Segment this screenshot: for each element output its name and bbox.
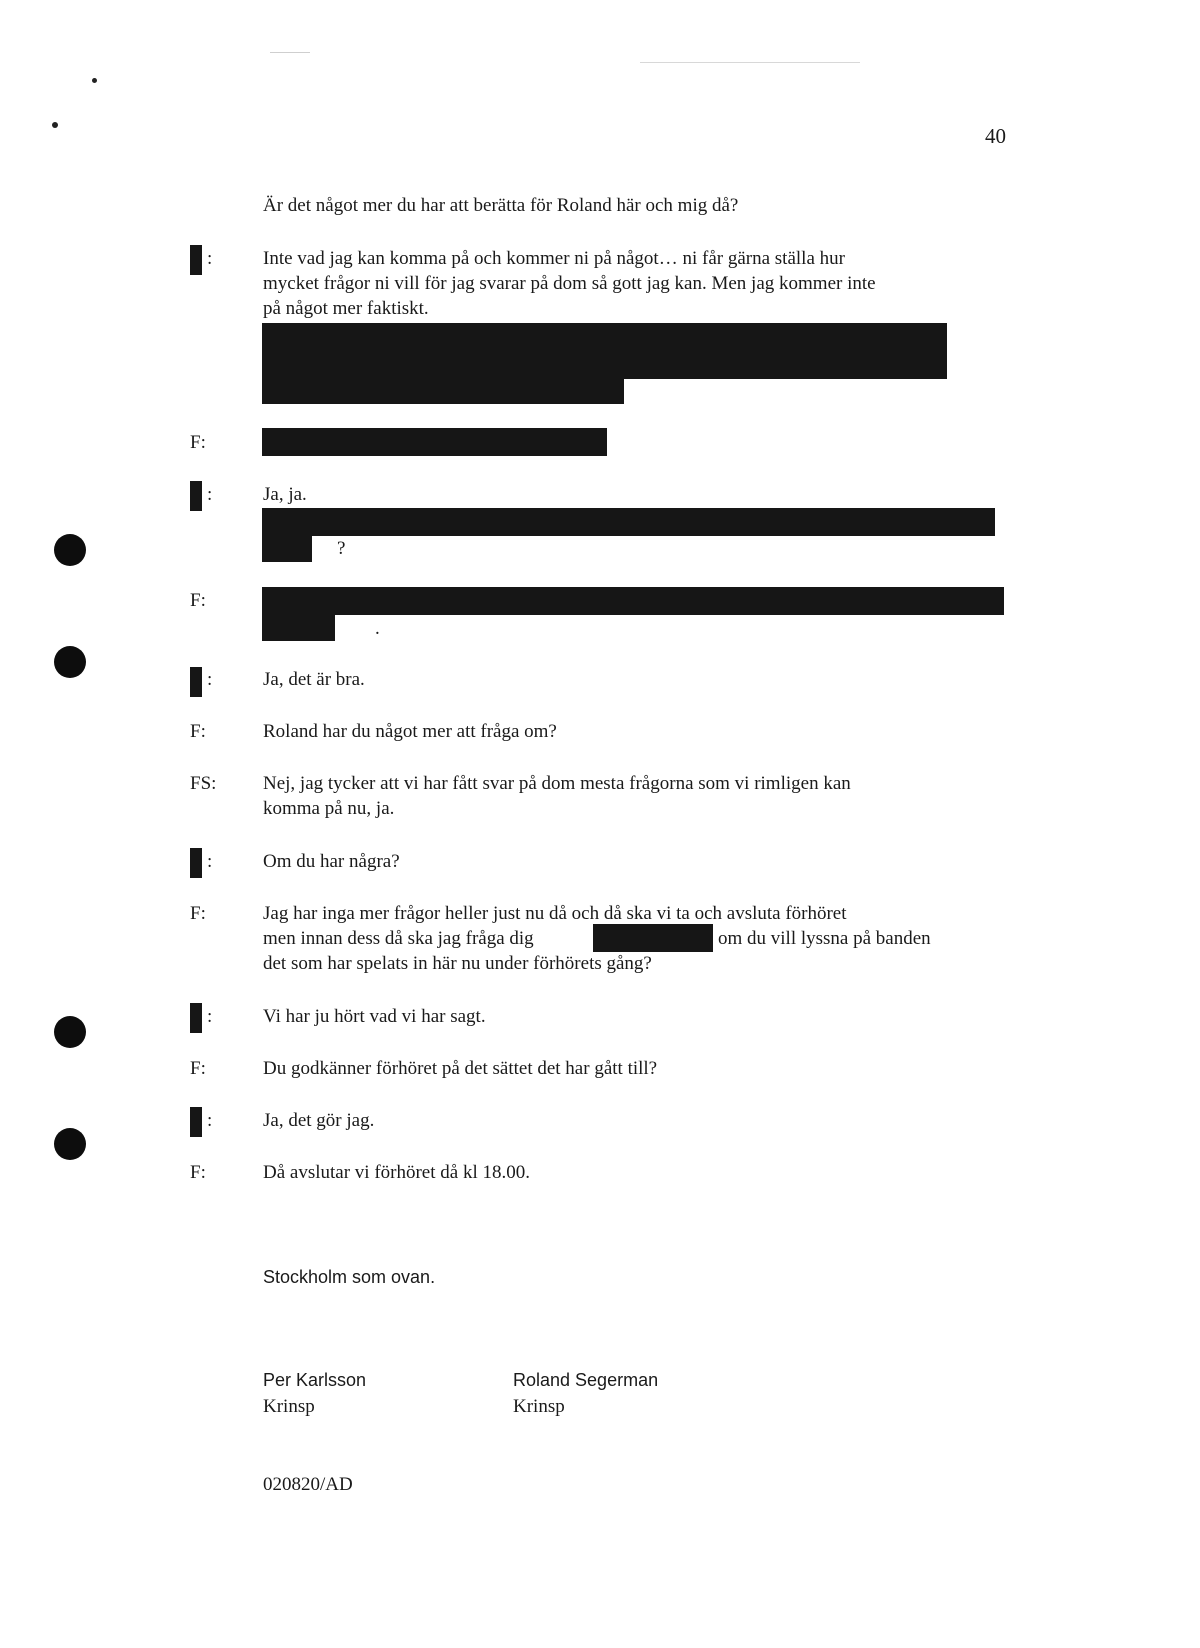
answer-text: Om du har några?	[263, 851, 400, 872]
redaction-block	[262, 378, 624, 404]
question-text: om du vill lyssna på banden	[718, 928, 931, 949]
question-text: Är det något mer du har att berätta för Roland här och mig då?	[263, 195, 739, 216]
redaction-block	[262, 428, 607, 456]
speaker-colon: :	[207, 669, 213, 690]
scan-artifact-line	[640, 62, 860, 63]
question-text: Då avslutar vi förhöret då kl 18.00.	[263, 1162, 530, 1183]
signatory-name: Roland Segerman	[513, 1370, 659, 1390]
signatory-name: Per Karlsson	[263, 1370, 367, 1390]
redacted-speaker-label	[190, 1003, 202, 1033]
speaker-label-f: F:	[190, 1058, 206, 1079]
question-text: .	[375, 618, 380, 639]
redacted-speaker-label	[190, 245, 202, 275]
speaker-colon: :	[207, 851, 213, 872]
question-text: Roland har du något mer att fråga om?	[263, 721, 557, 742]
redaction-block	[262, 508, 995, 536]
speaker-label-fs: FS:	[190, 773, 217, 794]
question-text: Du godkänner förhöret på det sättet det har gått till?	[263, 1058, 658, 1079]
closing-place: Stockholm som ovan.	[263, 1267, 436, 1287]
reference-code: 020820/AD	[263, 1474, 353, 1495]
redacted-speaker-label	[190, 1107, 202, 1137]
redaction-block	[262, 587, 1004, 615]
redaction-block	[262, 323, 947, 379]
scan-speck	[92, 78, 97, 83]
question-text: det som har spelats in här nu under förhörets gång?	[263, 953, 652, 974]
page-number: 40	[985, 124, 1006, 148]
answer-text: Ja, ja.	[263, 484, 307, 505]
redacted-speaker-label	[190, 848, 202, 878]
speaker-label-f: F:	[190, 590, 206, 611]
punch-hole	[54, 1016, 86, 1048]
answer-text: Ja, det är bra.	[263, 669, 365, 690]
signatory-title: Krinsp	[263, 1396, 315, 1417]
speaker-label-f: F:	[190, 1162, 206, 1183]
question-text: Jag har inga mer frågor heller just nu då och då ska vi ta och avsluta förhöret	[263, 903, 847, 924]
speaker-colon: :	[207, 1110, 213, 1131]
punch-hole	[54, 1128, 86, 1160]
signatory-title: Krinsp	[513, 1396, 565, 1417]
speaker-colon: :	[207, 1006, 213, 1027]
answer-text: Vi har ju hört vad vi har sagt.	[263, 1006, 486, 1027]
redacted-speaker-label	[190, 481, 202, 511]
answer-text: mycket frågor ni vill för jag svarar på dom så gott jag kan. Men jag kommer inte	[263, 273, 876, 294]
speaker-label-f: F:	[190, 432, 206, 453]
answer-text: Inte vad jag kan komma på och kommer ni på något… ni får gärna ställa hur	[263, 248, 845, 269]
scan-speck	[52, 122, 58, 128]
scan-artifact-line	[270, 52, 310, 53]
speaker-label-f: F:	[190, 903, 206, 924]
answer-text: på något mer faktiskt.	[263, 298, 429, 319]
speaker-colon: :	[207, 484, 213, 505]
punch-hole	[54, 534, 86, 566]
redaction-block	[262, 535, 312, 562]
question-text: men innan dess då ska jag fråga dig	[263, 928, 534, 949]
redacted-speaker-label	[190, 667, 202, 697]
redaction-block	[593, 924, 713, 952]
punch-hole	[54, 646, 86, 678]
speaker-label-f: F:	[190, 721, 206, 742]
answer-text: Ja, det gör jag.	[263, 1110, 375, 1131]
answer-text: ?	[337, 538, 346, 559]
answer-text: komma på nu, ja.	[263, 798, 395, 819]
answer-text: Nej, jag tycker att vi har fått svar på dom mesta frågorna som vi rimligen kan	[263, 773, 851, 794]
redaction-block	[262, 614, 335, 641]
speaker-colon: :	[207, 248, 213, 269]
